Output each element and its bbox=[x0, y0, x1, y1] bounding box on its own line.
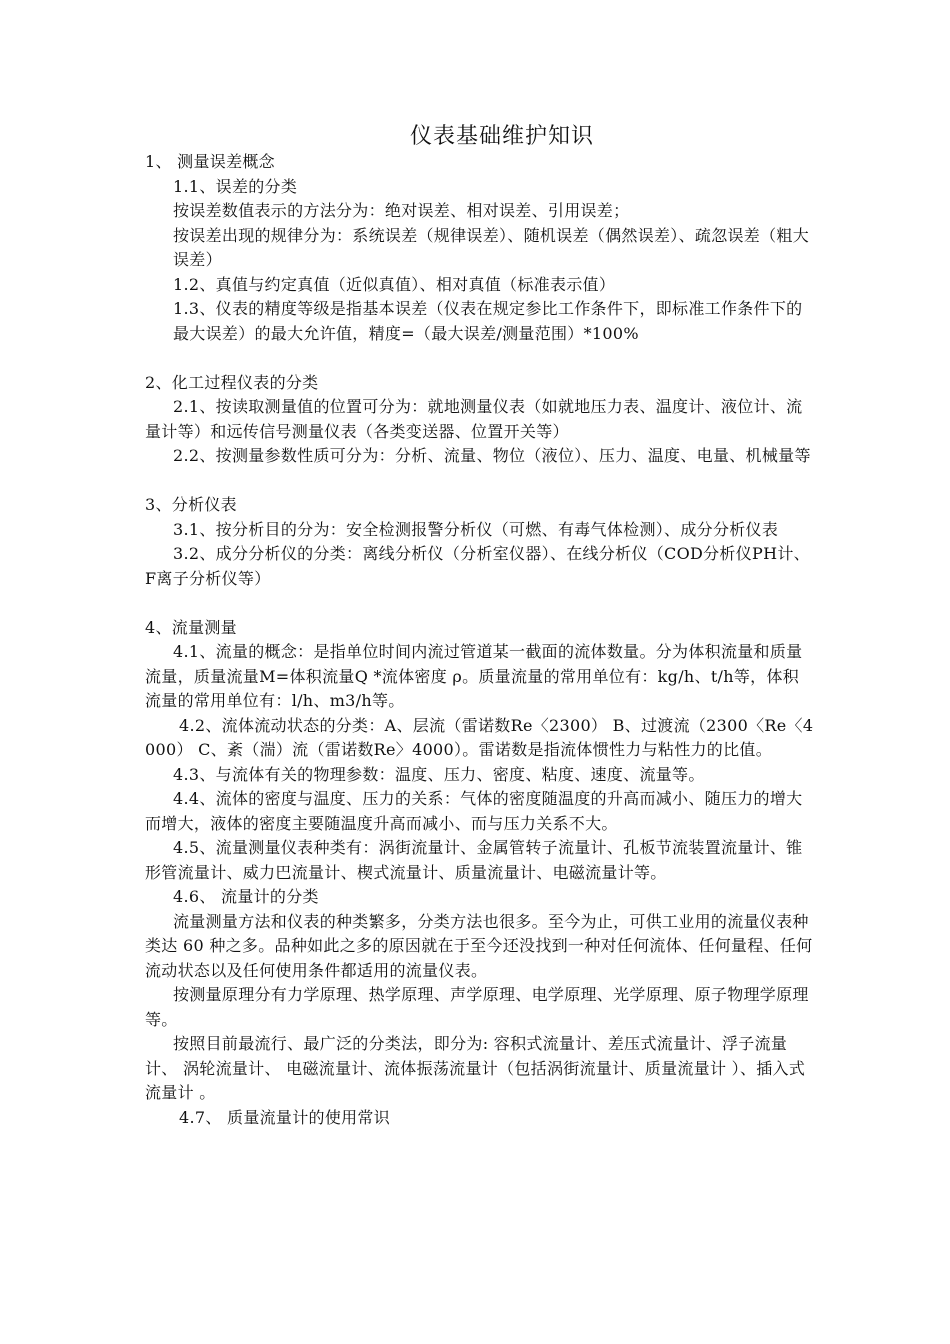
page-title: 仪表基础维护知识 bbox=[409, 124, 594, 149]
section-4-3-paragraph: 4.3、与流体有关的物理参数：温度、压力、密度、粘度、速度、流量等。 bbox=[173, 764, 705, 784]
section-4-6-paragraph: 按照目前最流行、最广泛的分类法，即分为: 容积式流量计、差压式流量计、浮子流量计、 涡轮流量计、 电磁流量计、流体振荡流量计（包括涡街流量计、质量流量计 ）、插入式流量计 。 bbox=[145, 1034, 806, 1102]
paragraph-gap bbox=[145, 591, 815, 616]
section-4-4-paragraph: 4.4、流体的密度与温度、压力的关系：气体的密度随温度的升高而减小、随压力的增大而增大，液体的密度主要随温度升高而减小、而与压力关系不大。 bbox=[145, 789, 803, 833]
document-body bbox=[145, 150, 815, 1130]
section-2-heading: 2、化工过程仪表的分类 bbox=[145, 372, 319, 392]
section-4-heading: 4、流量测量 bbox=[145, 617, 237, 637]
paragraph-gap bbox=[145, 469, 815, 494]
section-4-5-paragraph: 4.5、流量测量仪表种类有：涡街流量计、金属管转子流量计、孔板节流装置流量计、锥形管流量计、威力巴流量计、楔式流量计、质量流量计、电磁流量计等。 bbox=[145, 838, 803, 882]
section-3-2-paragraph: 3.2、成分分析仪的分类：离线分析仪（分析室仪器）、在线分析仪（COD分析仪PH计、F离子分析仪等） bbox=[145, 544, 810, 588]
section-1-2-paragraph: 1.2、真值与约定真值（近似真值）、相对真值（标准表示值） bbox=[173, 274, 616, 294]
section-4-1-paragraph: 4.1、流量的概念：是指单位时间内流过管道某一截面的流体数量。分为体积流量和质量流量，质量流量M=体积流量Q *流体密度 ρ。质量流量的常用单位有：kg/h、t/h等，体积流量的常用单位有：l/h、m3/h等。 bbox=[145, 642, 803, 710]
section-1-3-paragraph: 1.3、仪表的精度等级是指基本误差（仪表在规定参比工作条件下，即标准工作条件下的最大误差）的最大允许值，精度=（最大误差/测量范围）*100% bbox=[173, 299, 803, 343]
section-1-1-heading: 1.1、误差的分类 bbox=[173, 176, 298, 196]
section-4-7-heading: 4.7、 质量流量计的使用常识 bbox=[179, 1107, 391, 1127]
section-1-heading: 1、 测量误差概念 bbox=[145, 152, 275, 171]
paragraph-gap bbox=[145, 346, 815, 371]
section-4-2-paragraph: 4.2、流体流动状态的分类：A、层流（雷诺数Re〈2300） B、过渡流（2300〈Re〈4000） C、紊（湍）流（雷诺数Re〉4000）。雷诺数是指流体惯性力与粘性力的比值。 bbox=[145, 715, 814, 759]
section-3-1-paragraph: 3.1、按分析目的分为：安全检测报警分析仪（可燃、有毒气体检测）、成分分析仪表 bbox=[173, 519, 779, 539]
section-4-6-paragraph: 按测量原理分有力学原理、热学原理、声学原理、电学原理、光学原理、原子物理学原理等。 bbox=[145, 985, 809, 1029]
section-4-6-paragraph: 流量测量方法和仪表的种类繁多，分类方法也很多。至今为止，可供工业用的流量仪表种类达 60 种之多。品种如此之多的原因就在于至今还没找到一种对任何流体、任何量程、任何流动状态以及任何使用条件都适用的流量仪表。 bbox=[145, 911, 813, 980]
section-1-paragraph: 按误差数值表示的方法分为：绝对误差、相对误差、引用误差； bbox=[173, 201, 630, 220]
section-2-2-paragraph: 2.2、按测量参数性质可分为：分析、流量、物位（液位）、压力、温度、电量、机械量等 bbox=[173, 446, 811, 465]
section-3-heading: 3、分析仪表 bbox=[145, 495, 237, 514]
section-4-6-heading: 4.6、 流量计的分类 bbox=[173, 887, 319, 906]
section-1-paragraph: 按误差出现的规律分为：系统误差（规律误差）、随机误差（偶然误差）、疏忽误差（粗大误差） bbox=[173, 225, 810, 269]
section-2-1-paragraph: 2.1、按读取测量值的位置可分为：就地测量仪表（如就地压力表、温度计、液位计、流量计等）和远传信号测量仪表（各类变送器、位置开关等） bbox=[145, 397, 803, 441]
